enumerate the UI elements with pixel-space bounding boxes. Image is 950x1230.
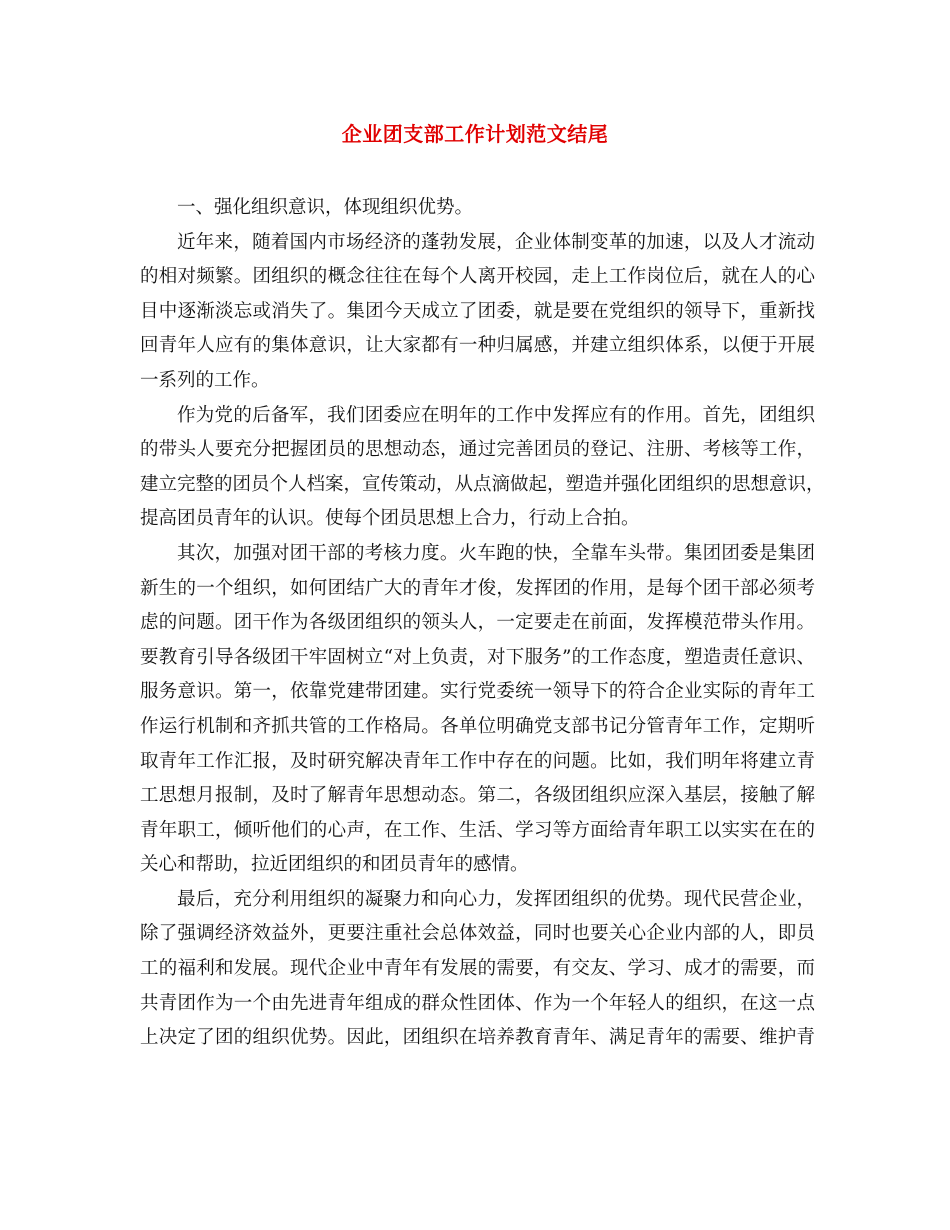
paragraph-heading-1 bbox=[140, 191, 815, 226]
text-line: 虑的问题。团干作为各级团组织的领头人，一定要走在前面，发挥模范带头作用。 bbox=[140, 612, 815, 634]
paragraph bbox=[140, 537, 815, 883]
text-line: 作运行机制和齐抓共管的工作格局。各单位明确党支部书记分管青年工作，定期听 bbox=[140, 715, 815, 737]
text-line: 的相对频繁。团组织的概念往往在每个人离开校园，走上工作岗位后，就在人的心 bbox=[140, 266, 815, 288]
text-line: 作为党的后备军，我们团委应在明年的工作中发挥应有的作用。首先，团组织 bbox=[177, 404, 815, 426]
text-line: 一系列的工作。 bbox=[140, 369, 270, 391]
text-line: 关心和帮助，拉近团组织的和团员青年的感情。 bbox=[140, 854, 529, 876]
document-body bbox=[140, 191, 825, 1056]
paragraph bbox=[140, 399, 825, 537]
text-line: 要教育引导各级团干牢固树立“对上负责，对下服务”的工作态度，塑造责任意识、 bbox=[140, 646, 815, 668]
text-line: 共青团作为一个由先进青年组成的群众性团体、作为一个年轻人的组织，在这一点 bbox=[140, 992, 815, 1014]
text-line: 工的福利和发展。现代企业中青年有发展的需要，有交友、学习、成才的需要，而 bbox=[140, 958, 815, 980]
text-line: 近年来，随着国内市场经济的蓬勃发展，企业体制变革的加速，以及人才流动 bbox=[177, 231, 815, 253]
text-line: 青年职工，倾听他们的心声，在工作、生活、学习等方面给青年职工以实实在在的 bbox=[140, 819, 815, 841]
text-line: 一、强化组织意识，体现组织优势。 bbox=[177, 197, 474, 218]
text-line: 新生的一个组织，如何团结广大的青年才俊，发挥团的作用，是每个团干部必须考 bbox=[140, 577, 815, 599]
text-line: 回青年人应有的集体意识，让大家都有一种归属感，并建立组织体系，以便于开展 bbox=[140, 335, 815, 357]
text-line: 取青年工作汇报，及时研究解决青年工作中存在的问题。比如，我们明年将建立青 bbox=[140, 750, 815, 772]
text-line: 目中逐渐淡忘或消失了。集团今天成立了团委，就是要在党组织的领导下，重新找 bbox=[140, 300, 815, 322]
text-line: 上决定了团的组织优势。因此，团组织在培养教育青年、满足青年的需要、维护青 bbox=[140, 1027, 815, 1049]
text-line: 最后，充分利用组织的凝聚力和向心力，发挥团组织的优势。现代民营企业， bbox=[177, 888, 815, 910]
text-line: 工思想月报制，及时了解青年思想动态。第二，各级团组织应深入基层，接触了解 bbox=[140, 785, 815, 807]
text-line: 的带头人要充分把握团员的思想动态，通过完善团员的登记、注册、考核等工作， bbox=[140, 439, 815, 461]
paragraph bbox=[140, 226, 815, 399]
document-title: 企业团支部工作计划范文结尾 bbox=[341, 122, 609, 146]
text-line: 其次，加强对团干部的考核力度。火车跑的快，全靠车头带。集团团委是集团 bbox=[177, 542, 815, 564]
paragraph bbox=[140, 883, 815, 1056]
text-line: 服务意识。第一，依靠党建带团建。实行党委统一领导下的符合企业实际的青年工 bbox=[140, 681, 815, 703]
text-line: 除了强调经济效益外，更要注重社会总体效益，同时也要关心企业内部的人，即员 bbox=[140, 923, 815, 945]
text-line: 提高团员青年的认识。使每个团员思想上合力，行动上合拍。 bbox=[140, 508, 640, 530]
text-line: 建立完整的团员个人档案，宣传策动，从点滴做起，塑造并强化团组织的思想意识， bbox=[140, 473, 825, 495]
